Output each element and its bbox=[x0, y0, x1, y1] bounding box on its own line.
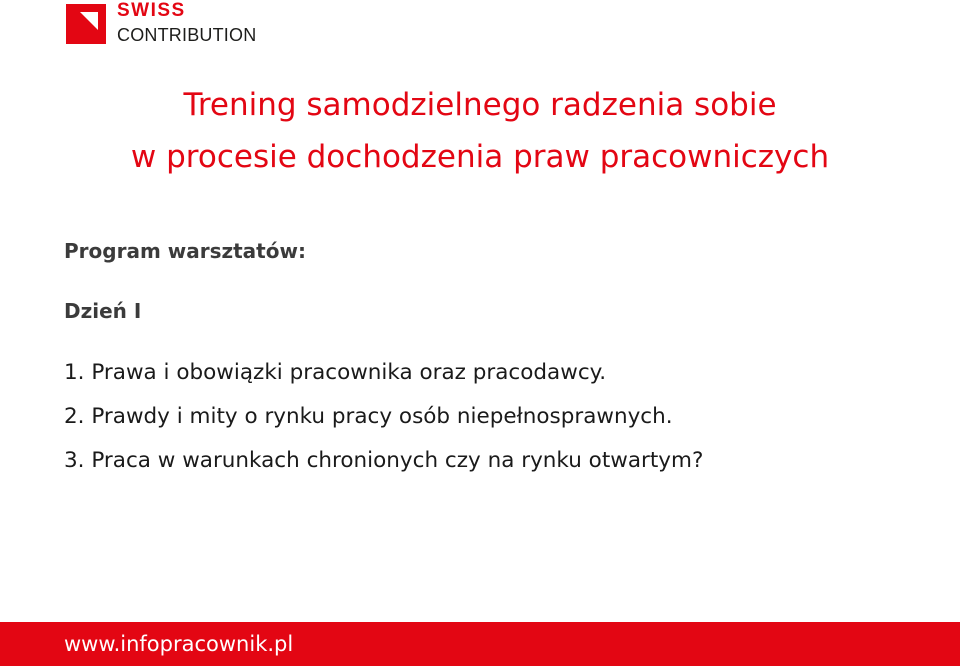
program-label: Program warsztatów: bbox=[64, 239, 306, 263]
swiss-contribution-logo bbox=[66, 2, 276, 44]
footer-bar bbox=[0, 622, 960, 666]
agenda-item: 3. Praca w warunkach chronionych czy na rynku otwartym? bbox=[64, 448, 704, 473]
logo-flag-icon bbox=[66, 4, 106, 44]
agenda-item: 2. Prawdy i mity o rynku pracy osób niepełnosprawnych. bbox=[64, 404, 673, 429]
title-line-1: Trening samodzielnego radzenia sobie bbox=[183, 87, 777, 123]
day-label: Dzień I bbox=[64, 299, 142, 323]
logo-text-swiss: SWISS bbox=[117, 0, 186, 21]
title-line-2: w procesie dochodzenia praw pracowniczych bbox=[130, 139, 830, 175]
agenda-list bbox=[64, 360, 703, 492]
logo-text-contribution: CONTRIBUTION bbox=[117, 25, 257, 45]
footer-url-link[interactable]: www.infopracownik.pl bbox=[64, 632, 294, 656]
agenda-item: 1. Prawa i obowiązki pracownika oraz pracodawcy. bbox=[64, 360, 607, 385]
